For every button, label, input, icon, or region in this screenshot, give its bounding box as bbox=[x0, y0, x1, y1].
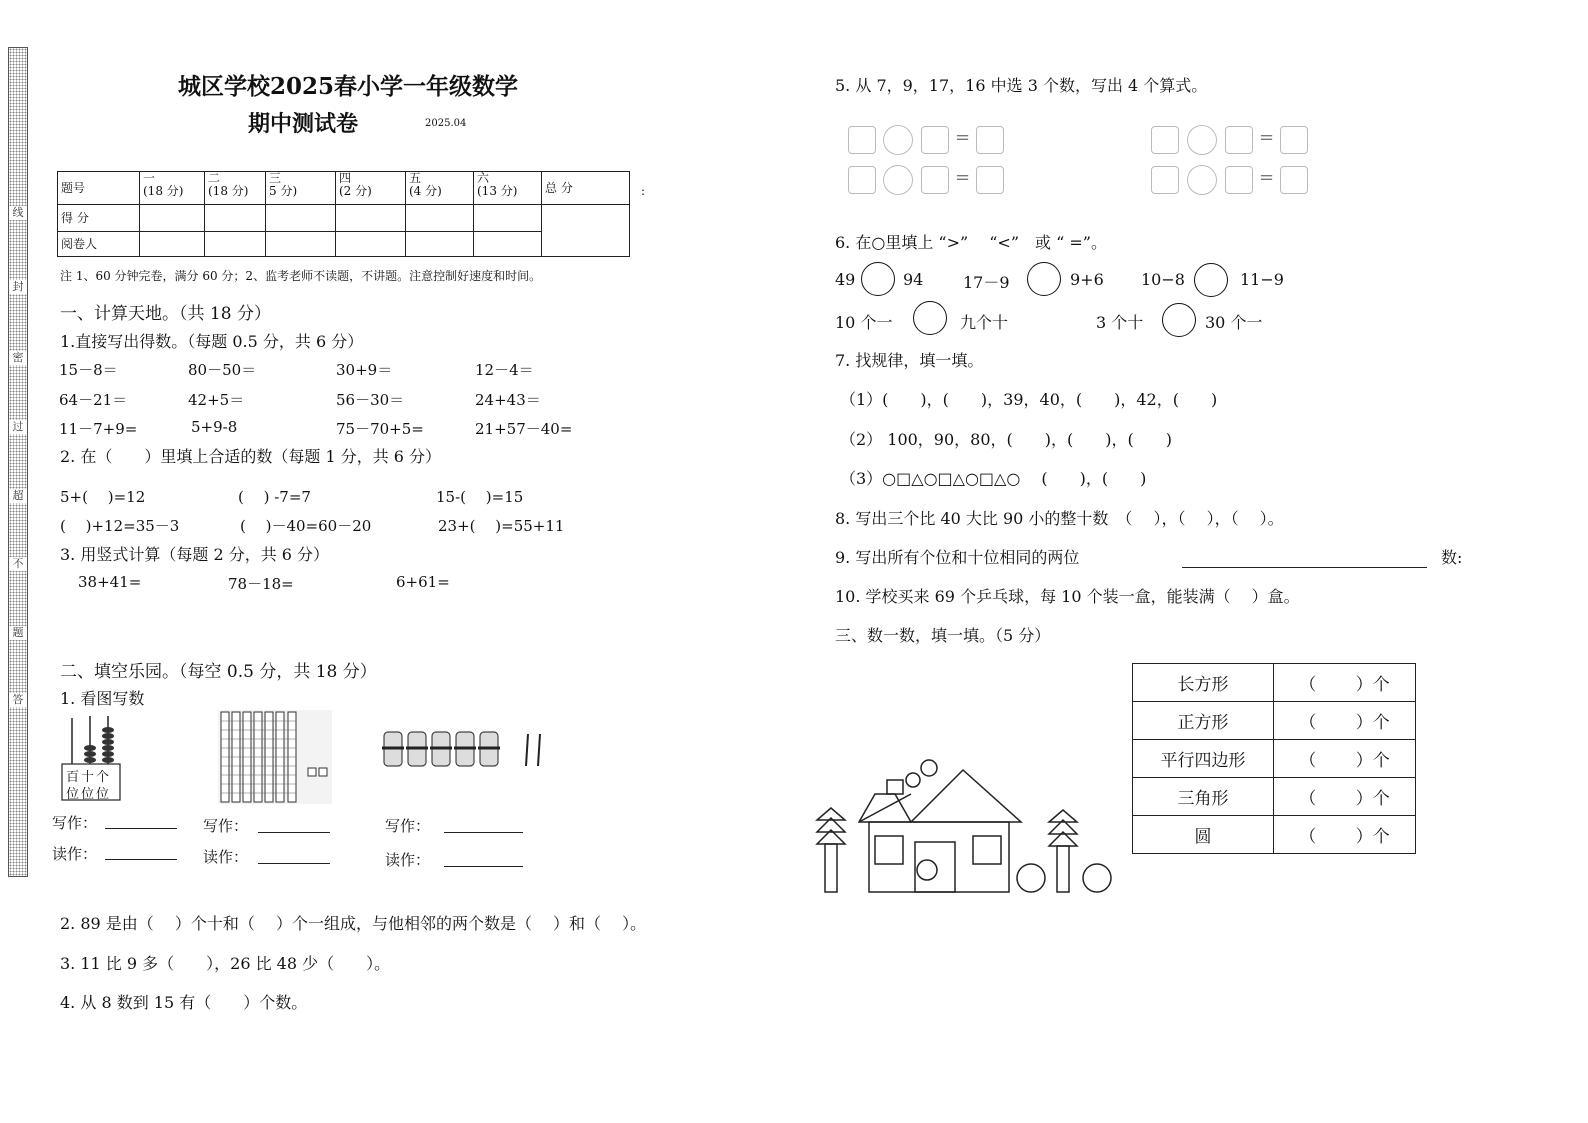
ten-blocks-image bbox=[218, 710, 332, 804]
write-label: 写作： bbox=[385, 817, 431, 835]
number-box[interactable] bbox=[1280, 166, 1308, 194]
number-box[interactable] bbox=[1225, 126, 1253, 154]
score-table-section: 四 (2 分) bbox=[336, 172, 406, 205]
compare-item: 9+6 bbox=[1070, 270, 1104, 289]
shape-name: 正方形 bbox=[1133, 702, 1274, 740]
calc-item: 42+5＝ bbox=[188, 391, 245, 409]
compare-circle[interactable] bbox=[913, 301, 947, 335]
operator-circle[interactable] bbox=[883, 165, 913, 195]
write-answer-line[interactable] bbox=[258, 832, 330, 833]
p2-q2: 2. 89 是由（ ）个十和（ ）个一组成，与他相邻的两个数是（ ）和（ ）。 bbox=[60, 914, 647, 933]
score-row-label: 得 分 bbox=[58, 205, 140, 232]
compare-item: 10 个一 bbox=[835, 313, 893, 332]
strip-char: 线 bbox=[9, 206, 27, 220]
compare-item: 94 bbox=[903, 270, 924, 289]
vertical-calc-item: 6+61= bbox=[396, 573, 450, 591]
compare-item: 3 个十 bbox=[1096, 313, 1144, 332]
read-answer-line[interactable] bbox=[258, 863, 330, 864]
compare-circle[interactable] bbox=[861, 262, 895, 296]
fill-item: ( ) -7=7 bbox=[238, 488, 311, 506]
p2-q1-title: 1. 看图写数 bbox=[60, 689, 145, 708]
compare-item: 30 个一 bbox=[1205, 313, 1263, 332]
page-subtitle: 期中测试卷 bbox=[248, 111, 359, 137]
calc-item: 30+9＝ bbox=[336, 361, 393, 379]
shape-name: 长方形 bbox=[1133, 664, 1274, 702]
fill-item: 15-( )=15 bbox=[436, 488, 524, 506]
binding-strip bbox=[8, 47, 28, 877]
strip-char: 封 bbox=[9, 280, 27, 294]
write-answer-line[interactable] bbox=[444, 832, 523, 833]
shape-name: 平行四边形 bbox=[1133, 740, 1274, 778]
grader-cell[interactable] bbox=[406, 232, 474, 257]
operator-circle[interactable] bbox=[1187, 165, 1217, 195]
score-table-header-label: 题号 bbox=[58, 172, 140, 205]
calc-item: 12－4＝ bbox=[475, 361, 534, 379]
number-box[interactable] bbox=[1225, 166, 1253, 194]
p2-q9: 9. 写出所有个位和十位相同的两位 bbox=[835, 548, 1080, 567]
write-label: 写作： bbox=[52, 814, 98, 832]
stick-bundles-image bbox=[382, 728, 552, 772]
p2-q10: 10. 学校买来 69 个乒乓球，每 10 个装一盒，能装满（ ）盒。 bbox=[835, 587, 1300, 606]
abacus-label: 个 bbox=[96, 770, 112, 785]
p2-q3: 3. 11 比 9 多（ ），26 比 48 少（ ）。 bbox=[60, 954, 391, 973]
fill-item: 5+( )=12 bbox=[60, 488, 146, 506]
read-label: 读作： bbox=[203, 848, 249, 866]
score-table-section: 五 (4 分) bbox=[406, 172, 474, 205]
calc-item: 24+43＝ bbox=[475, 391, 541, 409]
compare-item: 17－9 bbox=[963, 273, 1010, 292]
grader-row-label: 阅卷人 bbox=[58, 232, 140, 257]
calc-item: 15－8＝ bbox=[59, 361, 118, 379]
exam-date: 2025.04 bbox=[425, 118, 467, 129]
vertical-calc-item: 38+41= bbox=[78, 573, 142, 591]
grader-cell[interactable] bbox=[266, 232, 336, 257]
fill-item: ( )+12=35－3 bbox=[60, 517, 180, 535]
score-table-section: 三 5 分) bbox=[266, 172, 336, 205]
compare-circle[interactable] bbox=[1194, 263, 1228, 297]
number-box[interactable] bbox=[848, 126, 876, 154]
strip-char: 不 bbox=[9, 557, 27, 571]
p2-q7-title: 7. 找规律，填一填。 bbox=[835, 351, 984, 370]
equals-sign: = bbox=[955, 127, 971, 148]
read-label: 读作： bbox=[385, 851, 431, 869]
shape-count-blank[interactable]: （ ）个 bbox=[1274, 816, 1416, 854]
strip-char: 密 bbox=[9, 351, 27, 365]
number-box[interactable] bbox=[921, 166, 949, 194]
fill-item: ( )－40=60－20 bbox=[240, 517, 372, 535]
calc-item: 64－21＝ bbox=[59, 391, 128, 409]
score-cell[interactable] bbox=[266, 205, 336, 232]
compare-item: 49 bbox=[835, 270, 856, 289]
compare-circle[interactable] bbox=[1027, 262, 1061, 296]
read-answer-line[interactable] bbox=[105, 859, 177, 860]
equals-sign: = bbox=[1259, 127, 1275, 148]
read-label: 读作： bbox=[52, 845, 98, 863]
strip-char: 答 bbox=[9, 693, 27, 707]
total-score-cell[interactable] bbox=[542, 205, 630, 257]
pattern-line: （3）○□△○□△○□△○ ( )，( ) bbox=[840, 469, 1147, 488]
p2-q5: 5. 从 7，9，17，16 中选 3 个数，写出 4 个算式。 bbox=[835, 76, 1208, 95]
shape-name: 三角形 bbox=[1133, 778, 1274, 816]
q1-title: 1.直接写出得数。（每题 0.5 分，共 6 分） bbox=[60, 332, 364, 351]
calc-item: 11－7+9= bbox=[59, 420, 138, 438]
abacus-label: 十 bbox=[81, 770, 97, 785]
operator-circle[interactable] bbox=[883, 125, 913, 155]
exam-note: 注 1、60 分钟完卷，满分 60 分；2、监考老师不读题，不讲题。注意控制好速度和时间。 bbox=[60, 269, 542, 283]
calc-item: 21+57－40= bbox=[475, 420, 573, 438]
operator-circle[interactable] bbox=[1187, 125, 1217, 155]
calc-item: 56－30＝ bbox=[336, 391, 405, 409]
grader-cell[interactable] bbox=[474, 232, 542, 257]
grader-cell[interactable] bbox=[336, 232, 406, 257]
equals-sign: = bbox=[955, 167, 971, 188]
vertical-calc-item: 78－18= bbox=[228, 575, 294, 593]
strip-char: 过 bbox=[9, 420, 27, 434]
pattern-line: （2） 100，90，80，( )，( )，( ) bbox=[840, 430, 1172, 449]
score-cell[interactable] bbox=[336, 205, 406, 232]
q2-title: 2. 在（ ）里填上合适的数（每题 1 分，共 6 分） bbox=[60, 447, 442, 466]
p2-q8: 8. 写出三个比 40 大比 90 小的整十数 （ ），（ ），（ ）。 bbox=[835, 509, 1284, 528]
number-box[interactable] bbox=[921, 126, 949, 154]
score-table-section: 二 (18 分) bbox=[205, 172, 266, 205]
fill-item: 23+( )=55+11 bbox=[438, 517, 565, 535]
q3-title: 3. 用竖式计算（每题 2 分，共 6 分） bbox=[60, 545, 330, 564]
score-cell[interactable] bbox=[406, 205, 474, 232]
p2-q9-tail: 数: bbox=[1441, 548, 1463, 567]
shape-count-table bbox=[1132, 663, 1416, 854]
p2-q6-title: 6. 在○里填上 “>” “<” 或 “ =”。 bbox=[835, 233, 1107, 252]
score-table-total-label: 总 分 bbox=[542, 172, 630, 205]
number-box[interactable] bbox=[1280, 126, 1308, 154]
calc-item: 75－70+5= bbox=[336, 420, 424, 438]
write-label: 写作： bbox=[203, 817, 249, 835]
abacus-label: 百 bbox=[66, 770, 82, 785]
house-shapes-figure bbox=[815, 758, 1115, 898]
calc-item: 80－50＝ bbox=[188, 361, 257, 379]
q9-answer-line[interactable] bbox=[1182, 567, 1427, 568]
compare-item: 10−8 bbox=[1141, 270, 1185, 289]
calc-item: 5+9-8 bbox=[191, 418, 238, 436]
page-title: 城区学校2025春小学一年级数学 bbox=[178, 73, 519, 100]
grader-cell[interactable] bbox=[205, 232, 266, 257]
compare-circle[interactable] bbox=[1162, 303, 1196, 337]
read-answer-line[interactable] bbox=[444, 866, 523, 867]
part2-heading: 二、填空乐园。（每空 0.5 分，共 18 分） bbox=[60, 662, 377, 682]
shape-count-blank[interactable]: （ ）个 bbox=[1274, 664, 1416, 702]
score-table bbox=[57, 171, 630, 257]
shape-count-blank[interactable]: （ ）个 bbox=[1274, 778, 1416, 816]
part3-heading: 三、数一数，填一填。（5 分） bbox=[835, 626, 1051, 645]
number-box[interactable] bbox=[1151, 126, 1179, 154]
pattern-line: （1）( )，( )，39，40，( )，42，( ) bbox=[840, 390, 1218, 409]
shape-name: 圆 bbox=[1133, 816, 1274, 854]
compare-item: 11−9 bbox=[1240, 270, 1284, 289]
part1-heading: 一、计算天地。（共 18 分） bbox=[60, 304, 271, 324]
write-answer-line[interactable] bbox=[105, 828, 177, 829]
abacus-label: 位 bbox=[96, 787, 112, 802]
score-table-section: 一 (18 分) bbox=[140, 172, 205, 205]
p2-q4: 4. 从 8 数到 15 有（ ）个数。 bbox=[60, 993, 308, 1012]
equals-sign: = bbox=[1259, 167, 1275, 188]
number-box[interactable] bbox=[848, 166, 876, 194]
grader-cell[interactable] bbox=[140, 232, 205, 257]
score-table-section: 六 (13 分) bbox=[474, 172, 542, 205]
shape-count-blank[interactable]: （ ）个 bbox=[1274, 740, 1416, 778]
number-box[interactable] bbox=[976, 126, 1004, 154]
strip-char: 题 bbox=[9, 626, 27, 640]
score-cell[interactable] bbox=[140, 205, 205, 232]
strip-char: 超 bbox=[9, 489, 27, 503]
score-cell[interactable] bbox=[205, 205, 266, 232]
abacus-label: 位 bbox=[81, 787, 97, 802]
shape-count-blank[interactable]: （ ）个 bbox=[1274, 702, 1416, 740]
score-cell[interactable] bbox=[474, 205, 542, 232]
compare-item: 九个十 bbox=[960, 313, 1009, 332]
number-box[interactable] bbox=[1151, 166, 1179, 194]
stray-colon: : bbox=[641, 184, 646, 198]
number-box[interactable] bbox=[976, 166, 1004, 194]
abacus-label: 位 bbox=[66, 787, 82, 802]
